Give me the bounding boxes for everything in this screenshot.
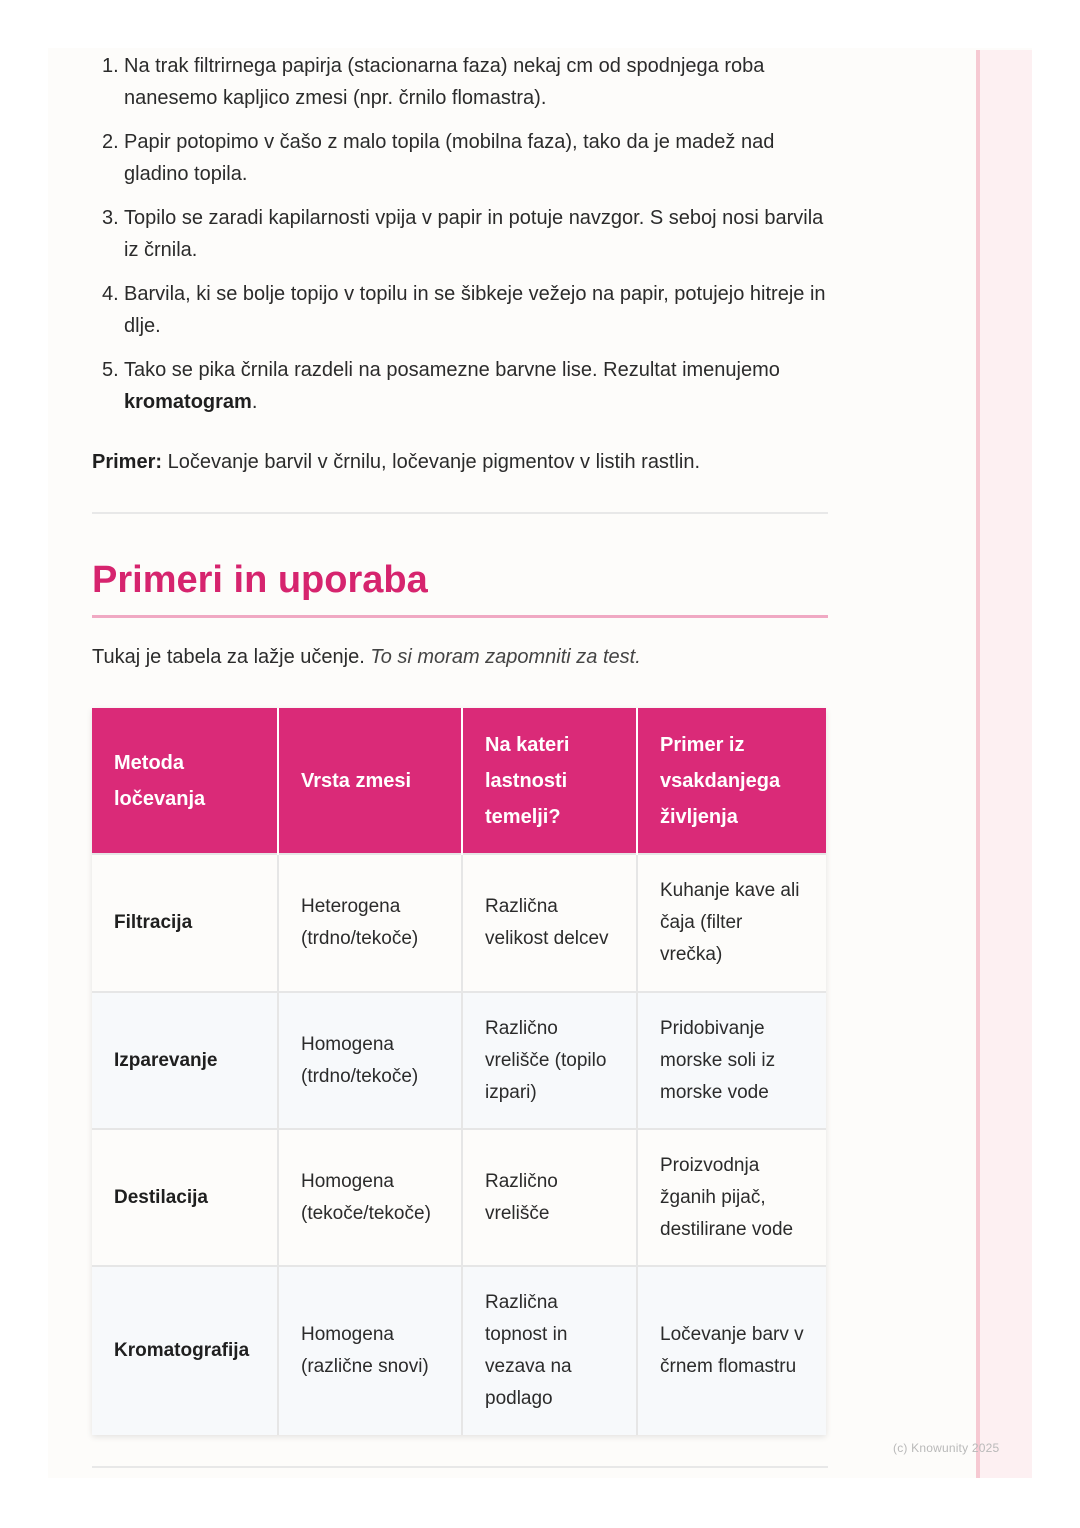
column-header: Vrsta zmesi bbox=[278, 708, 462, 854]
divider bbox=[92, 512, 828, 514]
watermark: (c) Knowunity 2025 bbox=[893, 1441, 1000, 1455]
column-header: Metoda ločevanja bbox=[92, 708, 278, 854]
table-cell: Homogena (različne snovi) bbox=[278, 1266, 462, 1435]
intro-note: To si moram zapomniti za test. bbox=[370, 646, 641, 668]
intro-paragraph: Tukaj je tabela za lažje učenje. To si moram zapomniti za test. bbox=[92, 646, 641, 668]
column-header: Na kateri lastnosti temelji? bbox=[462, 708, 637, 854]
table-cell: Heterogena (trdno/tekoče) bbox=[278, 854, 462, 992]
table-row bbox=[92, 992, 826, 1129]
bottom-divider bbox=[92, 1466, 828, 1468]
method-name-cell: Destilacija bbox=[92, 1129, 278, 1266]
example-paragraph: Primer: Ločevanje barvil v črnilu, ločevanje pigmentov v listih rastlin. bbox=[92, 451, 701, 473]
table-cell: Kuhanje kave ali čaja (filter vrečka) bbox=[637, 854, 826, 992]
column-header: Primer iz vsakdanjega življenja bbox=[637, 708, 826, 854]
table-cell: Pridobivanje morske soli iz morske vode bbox=[637, 992, 826, 1129]
example-label: Primer: bbox=[92, 451, 163, 473]
separation-methods-table bbox=[92, 708, 826, 1435]
key-term: kromatogram bbox=[124, 391, 252, 413]
margin-line bbox=[976, 50, 980, 1478]
method-name-cell: Izparevanje bbox=[92, 992, 278, 1129]
table-cell: Homogena (tekoče/tekoče) bbox=[278, 1129, 462, 1266]
table-cell: Različno vrelišče (topilo izpari) bbox=[462, 992, 637, 1129]
step-item: 4. Barvila, ki se bolje topijo v topilu in se šibkeje vežejo na papir, potujejo hitreje in dlje. bbox=[102, 283, 826, 337]
table-row bbox=[92, 854, 826, 992]
table-row bbox=[92, 1266, 826, 1435]
table-header-row bbox=[92, 708, 826, 854]
step-item: 5. Tako se pika črnila razdeli na posamezne barvne lise. Rezultat imenujemo kromatogram. bbox=[102, 359, 780, 413]
method-name-cell: Filtracija bbox=[92, 854, 278, 992]
title-underline bbox=[92, 615, 828, 618]
step-item: 1. Na trak filtrirnega papirja (stacionarna faza) nekaj cm od spodnjega roba nanesemo kapljico zmesi (npr. črnilo flomastra). bbox=[102, 55, 765, 109]
table-row bbox=[92, 1129, 826, 1266]
section-title: Primeri in uporaba bbox=[92, 559, 428, 601]
step-item: 3. Topilo se zaradi kapilarnosti vpija v papir in potuje navzgor. S seboj nosi barvila iz črnila. bbox=[102, 207, 824, 261]
table-cell: Proizvodnja žganih pijač, destilirane vode bbox=[637, 1129, 826, 1266]
document-content bbox=[92, 50, 828, 1435]
table-cell: Homogena (trdno/tekoče) bbox=[278, 992, 462, 1129]
table-cell: Različna topnost in vezava na podlago bbox=[462, 1266, 637, 1435]
table-cell: Ločevanje barv v črnem flomastru bbox=[637, 1266, 826, 1435]
table-cell: Različna velikost delcev bbox=[462, 854, 637, 992]
table-cell: Različno vrelišče bbox=[462, 1129, 637, 1266]
margin-strip bbox=[976, 50, 1032, 1478]
procedure-steps bbox=[92, 50, 828, 418]
step-item: 2. Papir potopimo v čašo z malo topila (mobilna faza), tako da je madež nad gladino topila. bbox=[102, 131, 775, 185]
method-name-cell: Kromatografija bbox=[92, 1266, 278, 1435]
